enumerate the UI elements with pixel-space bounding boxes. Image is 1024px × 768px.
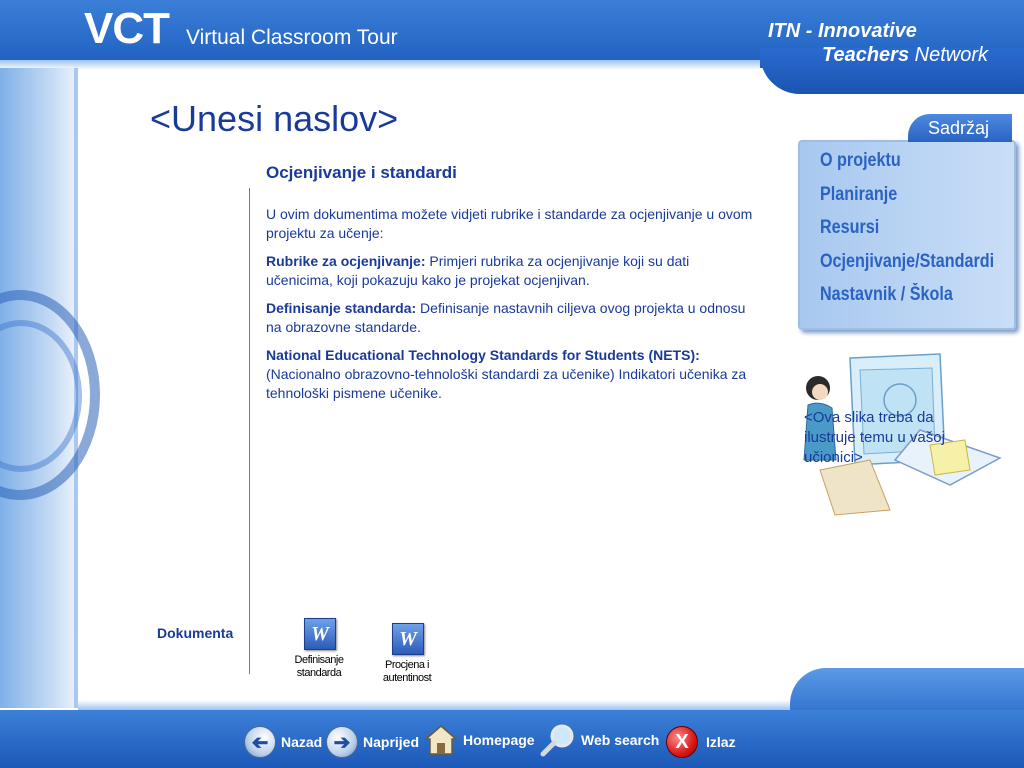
document-label-line2: standarda: [296, 667, 342, 679]
word-document-icon[interactable]: W: [304, 618, 336, 650]
menu-item-planiranje[interactable]: Planiranje: [820, 184, 898, 205]
arrow-left-icon: ➔: [244, 726, 276, 758]
home-button[interactable]: [424, 722, 535, 758]
back-button[interactable]: [244, 724, 322, 760]
network-title-rest: Network: [914, 44, 989, 66]
network-title-line2: [822, 44, 988, 67]
document-link-procjena[interactable]: [368, 623, 446, 685]
forward-button[interactable]: [326, 724, 419, 760]
document-label-line2: autentinost: [382, 672, 432, 684]
content-item-text: Definisanje nastavnih ciljeva ovog projekta u odnosu na obrazovne standarde.: [266, 300, 746, 335]
arrow-right-icon: ➔: [326, 726, 358, 758]
section-title: Ocjenjivanje i standardi: [266, 163, 457, 182]
close-icon: X: [666, 726, 698, 758]
document-label-line1: Procjena i: [385, 659, 429, 671]
house-icon: [424, 723, 458, 757]
web-search-label: Web search: [581, 732, 660, 748]
content-item-text: Primjeri rubrika za ocjenjivanje koji su dati učenicima, koji pokazuju kako je projekat ocjenjivan.: [266, 253, 690, 288]
content-item-label: Rubrike za ocjenjivanje:: [266, 253, 426, 269]
vertical-divider: [249, 188, 250, 674]
web-search-button[interactable]: [540, 722, 659, 758]
exit-label: Izlaz: [706, 734, 736, 750]
network-title-line1: ITN - Innovative: [768, 20, 917, 42]
header-shine: [0, 60, 760, 70]
content-item-label: National Educational Technology Standards for Students (NETS):: [266, 347, 700, 363]
exit-button[interactable]: [666, 724, 736, 760]
magnifier-icon: [540, 723, 576, 757]
document-link-definisanje[interactable]: [280, 618, 358, 680]
footer-shine: [78, 700, 790, 710]
intro-text: U ovim dokumentima možete vidjeti rubrike i standarde za ocjenjivanje u ovom projektu za učenje:: [266, 206, 753, 241]
forward-label: Naprijed: [363, 734, 420, 750]
brand-subtitle: Virtual Classroom Tour: [186, 26, 398, 49]
content-item: [266, 299, 760, 337]
content-item: [266, 252, 760, 290]
menu-item-nastavnik[interactable]: Nastavnik / Škola: [820, 284, 953, 305]
documents-label: Dokumenta: [157, 625, 234, 641]
document-label: [280, 654, 358, 680]
menu-item-o-projektu[interactable]: O projektu: [820, 150, 901, 171]
content-item: [266, 346, 760, 403]
content-body: [266, 205, 760, 412]
network-title-bold: Teachers: [822, 44, 910, 66]
page-title: <Unesi naslov>: [150, 98, 399, 139]
document-label: [368, 659, 446, 685]
document-label-line1: Definisanje: [294, 654, 344, 666]
menu-item-ocjenjivanje[interactable]: Ocjenjivanje/Standardi: [820, 251, 995, 272]
brand-logo: VCT: [84, 4, 169, 53]
back-label: Nazad: [281, 734, 323, 750]
home-label: Homepage: [463, 732, 535, 748]
contents-menu-title: Sadržaj: [928, 118, 990, 138]
word-document-icon[interactable]: W: [392, 623, 424, 655]
image-placeholder-caption: <Ova slika treba da ilustruje temu u vašoj učionici>: [804, 409, 945, 466]
content-item-text: (Nacionalno obrazovno-tehnološki standardi za učenike) Indikatori učenika za tehnološki pismene učenike.: [266, 366, 747, 401]
content-item-label: Definisanje standarda:: [266, 300, 417, 316]
menu-item-resursi[interactable]: Resursi: [820, 217, 880, 238]
